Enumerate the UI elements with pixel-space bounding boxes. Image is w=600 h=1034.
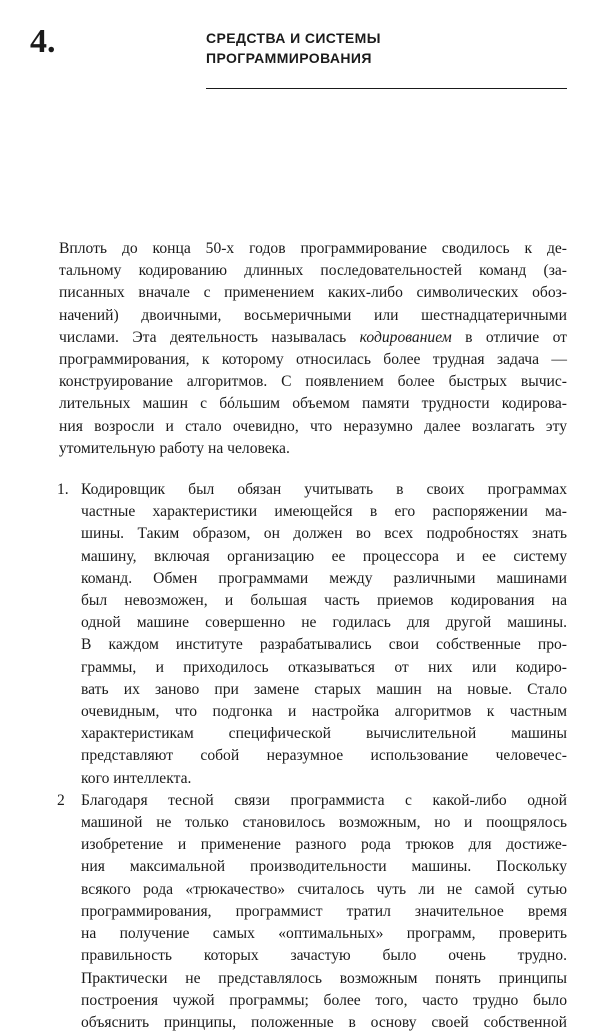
intro-line: утомительную работу на человека. <box>59 439 290 457</box>
list-item-number: 2 <box>57 791 65 809</box>
list-item-line: Практически не представлялось возможным понять принципы <box>81 969 567 987</box>
intro-line-start: числами. Эта деятельность называлась <box>59 328 360 346</box>
intro-line: писанных вначале с применением каких-либо символических обоз- <box>59 284 567 302</box>
list-item-line: машину, включая организацию ее процессора и ее систему <box>81 547 567 565</box>
chapter-title-line-2: ПРОГРАММИРОВАНИЯ <box>206 50 372 66</box>
list-item-line: всякого рода «трюкачество» считалось чуть ли не самой сутью <box>81 880 567 898</box>
list-item-line: частные характеристики имеющейся в его распоряжении ма- <box>81 503 567 521</box>
list-item-line: Благодаря тесной связи программиста с какой-либо одной <box>81 791 567 809</box>
list-item-number: 1. <box>57 481 69 499</box>
list-item-line: построения чужой программы; более того, часто трудно было <box>81 991 567 1009</box>
list-item-line: В каждом институте разрабатывались свои собственные про- <box>81 636 567 654</box>
intro-line: Вплоть до конца 50-х годов программирование сводилось к де- <box>59 240 567 257</box>
chapter-number: 4. <box>30 23 56 60</box>
emphasized-term: кодированием <box>359 328 452 346</box>
list-item-line: одной машине совершенно не годилась для другой машины. <box>81 614 567 632</box>
intro-line-with-emphasis <box>59 327 567 349</box>
intro-line-continuation: в отличие <box>451 328 540 346</box>
list-item-line: Кодировщик был обязан учитывать в своих программах <box>81 481 567 499</box>
list-item-line: шины. Таким образом, он должен во всех подробностях знать <box>81 525 567 543</box>
list-item-line: машиной не только становилось возможным, но и поощрялось <box>81 814 567 832</box>
list-item <box>59 790 567 1034</box>
list-item-line: изобретение и применение разного рода трюков для достиже- <box>81 836 567 854</box>
list-item-line: команд. Обмен программами между различными машинами <box>81 569 567 587</box>
chapter-title-line-1: СРЕДСТВА И СИСТЕМЫ <box>206 30 381 46</box>
list-item-line: кого интеллекта. <box>81 769 192 787</box>
list-item-line: на получение самых «оптимальных» программ, проверить <box>81 925 567 943</box>
intro-line: программирования, к которому относилась более трудная задача — <box>59 351 567 369</box>
intro-line: лительных машин с бóльшим объемом памяти трудности кодирова- <box>59 395 567 413</box>
list-item-line: граммы, и приходилось отказываться от них или кодиро- <box>81 658 567 676</box>
list-item-line: характеристикам специфической вычислительной машины <box>81 725 567 743</box>
list-item-line: программирования, программист тратил значительное время <box>81 902 567 920</box>
intro-line: начений) двоичными, восьмеричными или шестнадцатеричными <box>59 306 567 324</box>
intro-line-end: от <box>552 328 567 346</box>
list-item-line: вать их заново при замене старых машин на новые. Стало <box>81 680 567 698</box>
list-item-line: ния максимальной производительности машины. Поскольку <box>81 858 567 876</box>
list-item-line: правильность которых зачастую было очень трудно. <box>81 947 567 965</box>
list-item <box>59 479 567 790</box>
numbered-list <box>59 479 567 1034</box>
intro-paragraph <box>59 238 567 460</box>
intro-line: конструирование алгоритмов. С появлением более быстрых вычис- <box>59 373 567 391</box>
chapter-body <box>59 238 567 1034</box>
chapter-title <box>206 28 566 68</box>
title-divider <box>206 88 567 89</box>
list-item-line: представляют собой неразумное использование человечес- <box>81 747 567 765</box>
intro-line: тальному кодированию длинных последовательностей команд (за- <box>59 262 567 280</box>
intro-line: ния возросли и стало очевидно, что неразумно далее возлагать эту <box>59 417 567 435</box>
list-item-line: очевидным, что подгонка и настройка алгоритмов к частным <box>81 703 567 721</box>
list-item-line: был невозможен, и большая часть приемов кодирования на <box>81 592 567 610</box>
list-item-line: объяснить принципы, положенные в основу своей собственной <box>81 1013 567 1031</box>
